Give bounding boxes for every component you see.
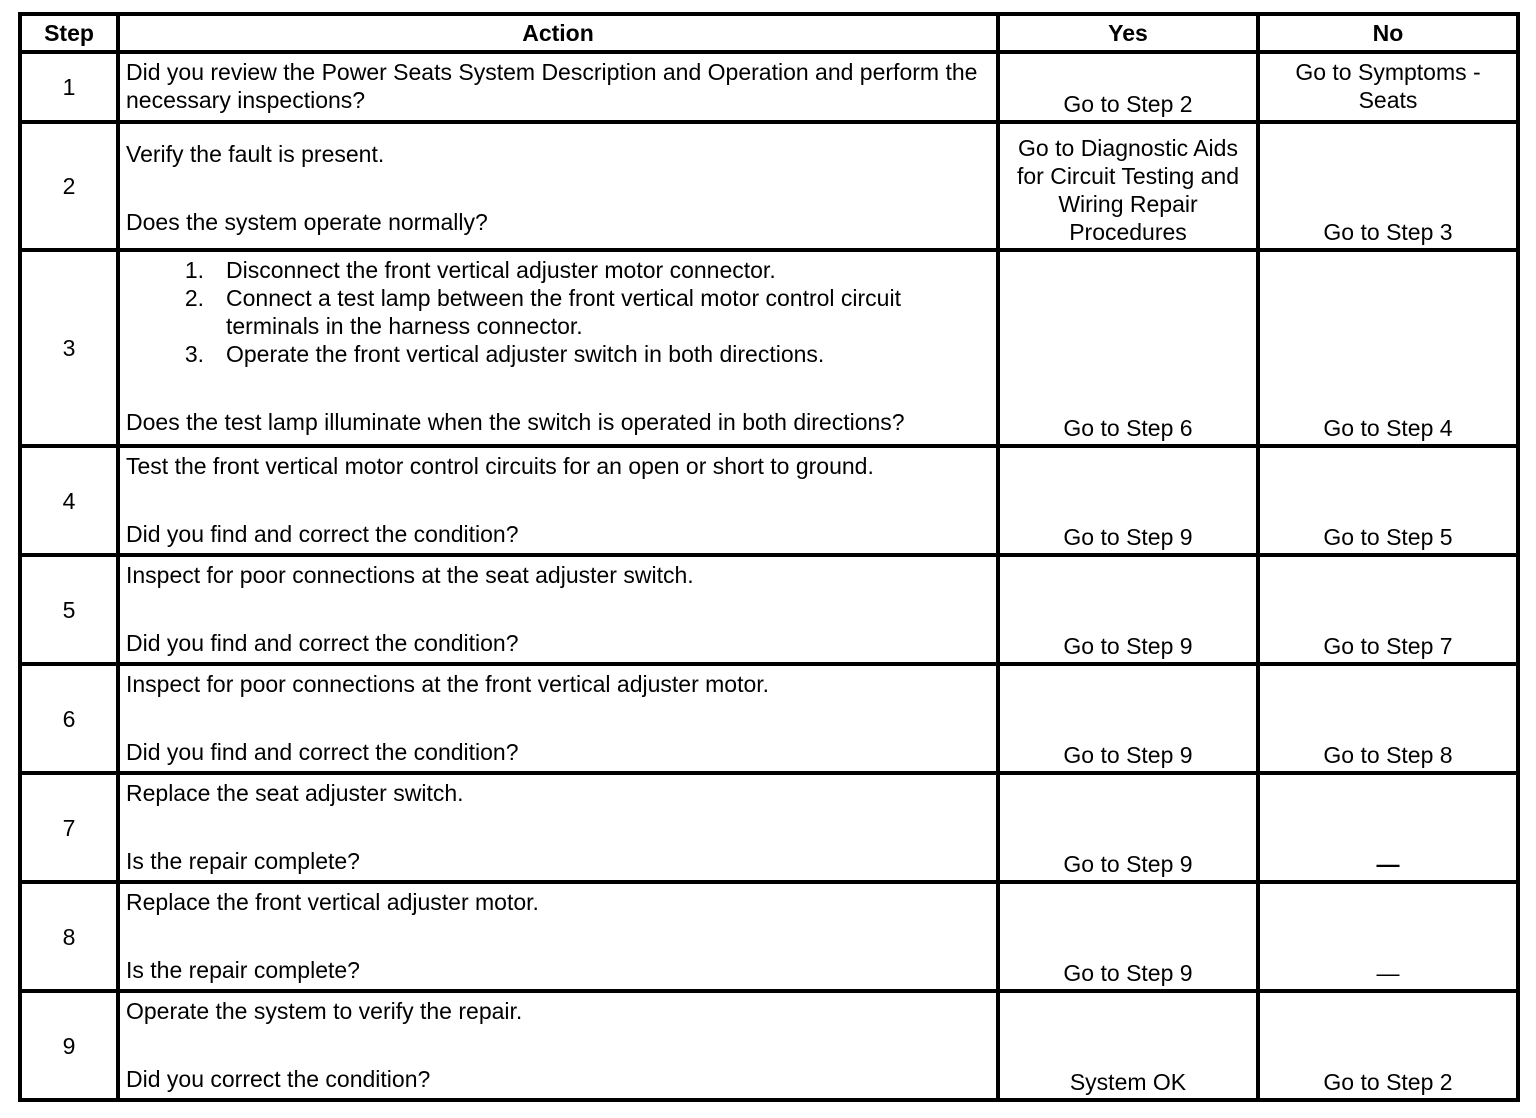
action-text: Inspect for poor connections at the front vertical adjuster motor. [126,671,770,697]
step-number: 8 [20,882,118,991]
action-cell [118,250,998,446]
action-cell [118,555,998,664]
table-row [20,52,1518,122]
header-yes: Yes [998,14,1258,52]
header-action: Action [118,14,998,52]
action-question: Did you find and correct the condition? [126,521,519,547]
step-number: 5 [20,555,118,664]
header-no: No [1258,14,1518,52]
step-number: 7 [20,773,118,882]
action-question: Is the repair complete? [126,957,360,983]
list-item-number: 3. [184,341,204,367]
yes-cell: Go to Step 9 [998,446,1258,555]
no-cell: Go to Step 4 [1258,250,1518,446]
list-item-text: Operate the front vertical adjuster switch in both directions. [226,341,825,367]
list-item-number: 2. [184,285,204,311]
table-row [20,773,1518,882]
yes-cell: Go to Step 9 [998,882,1258,991]
no-cell: Go to Step 5 [1258,446,1518,555]
no-cell: Go to Step 3 [1258,122,1518,250]
action-text: Replace the front vertical adjuster motor. [126,889,539,915]
table-row [20,122,1518,250]
list-item [126,340,990,368]
action-cell [118,446,998,555]
yes-cell: Go to Diagnostic Aids for Circuit Testing and Wiring Repair Procedures [998,122,1258,250]
step-number: 3 [20,250,118,446]
yes-cell: Go to Step 9 [998,664,1258,773]
action-question: Does the system operate normally? [126,209,488,235]
table-row [20,664,1518,773]
list-item-text: Disconnect the front vertical adjuster motor connector. [226,257,776,283]
no-cell: Go to Step 7 [1258,555,1518,664]
step-number: 4 [20,446,118,555]
step-number: 1 [20,52,118,122]
list-item [126,256,990,284]
table-row [20,991,1518,1100]
action-text: Verify the fault is present. [126,141,385,167]
yes-cell: Go to Step 9 [998,555,1258,664]
action-cell [118,882,998,991]
action-text: Inspect for poor connections at the seat adjuster switch. [126,562,694,588]
action-question: Did you find and correct the condition? [126,739,519,765]
header-step: Step [20,14,118,52]
action-text: Did you review the Power Seats System Description and Operation and perform the necessary inspections? [126,59,978,113]
no-cell: Go to Step 8 [1258,664,1518,773]
action-question: Is the repair complete? [126,848,360,874]
action-cell [118,122,998,250]
action-cell [118,664,998,773]
action-question: Did you correct the condition? [126,1066,431,1092]
action-text: Test the front vertical motor control circuits for an open or short to ground. [126,453,874,479]
no-cell: — [1258,773,1518,882]
yes-cell: Go to Step 2 [998,52,1258,122]
action-question: Does the test lamp illuminate when the switch is operated in both directions? [126,409,905,435]
action-cell [118,52,998,122]
no-cell: Go to Symptoms - Seats [1258,52,1518,122]
no-cell: — [1258,882,1518,991]
table-row [20,250,1518,446]
table-row [20,446,1518,555]
header-row [20,14,1518,52]
no-cell: Go to Step 2 [1258,991,1518,1100]
action-cell [118,991,998,1100]
list-item-text: Connect a test lamp between the front vertical motor control circuit terminals in the harness connector. [226,285,901,339]
action-text: Operate the system to verify the repair. [126,998,523,1024]
list-item-number: 1. [184,257,204,283]
step-number: 2 [20,122,118,250]
step-number: 6 [20,664,118,773]
yes-cell: Go to Step 6 [998,250,1258,446]
action-question: Did you find and correct the condition? [126,630,519,656]
table-row [20,882,1518,991]
step-number: 9 [20,991,118,1100]
yes-cell: Go to Step 9 [998,773,1258,882]
yes-cell: System OK [998,991,1258,1100]
action-text: Replace the seat adjuster switch. [126,780,464,806]
procedure-list [126,256,990,368]
diagnostic-table [18,12,1520,1102]
action-cell [118,773,998,882]
list-item [126,284,990,340]
table-row [20,555,1518,664]
